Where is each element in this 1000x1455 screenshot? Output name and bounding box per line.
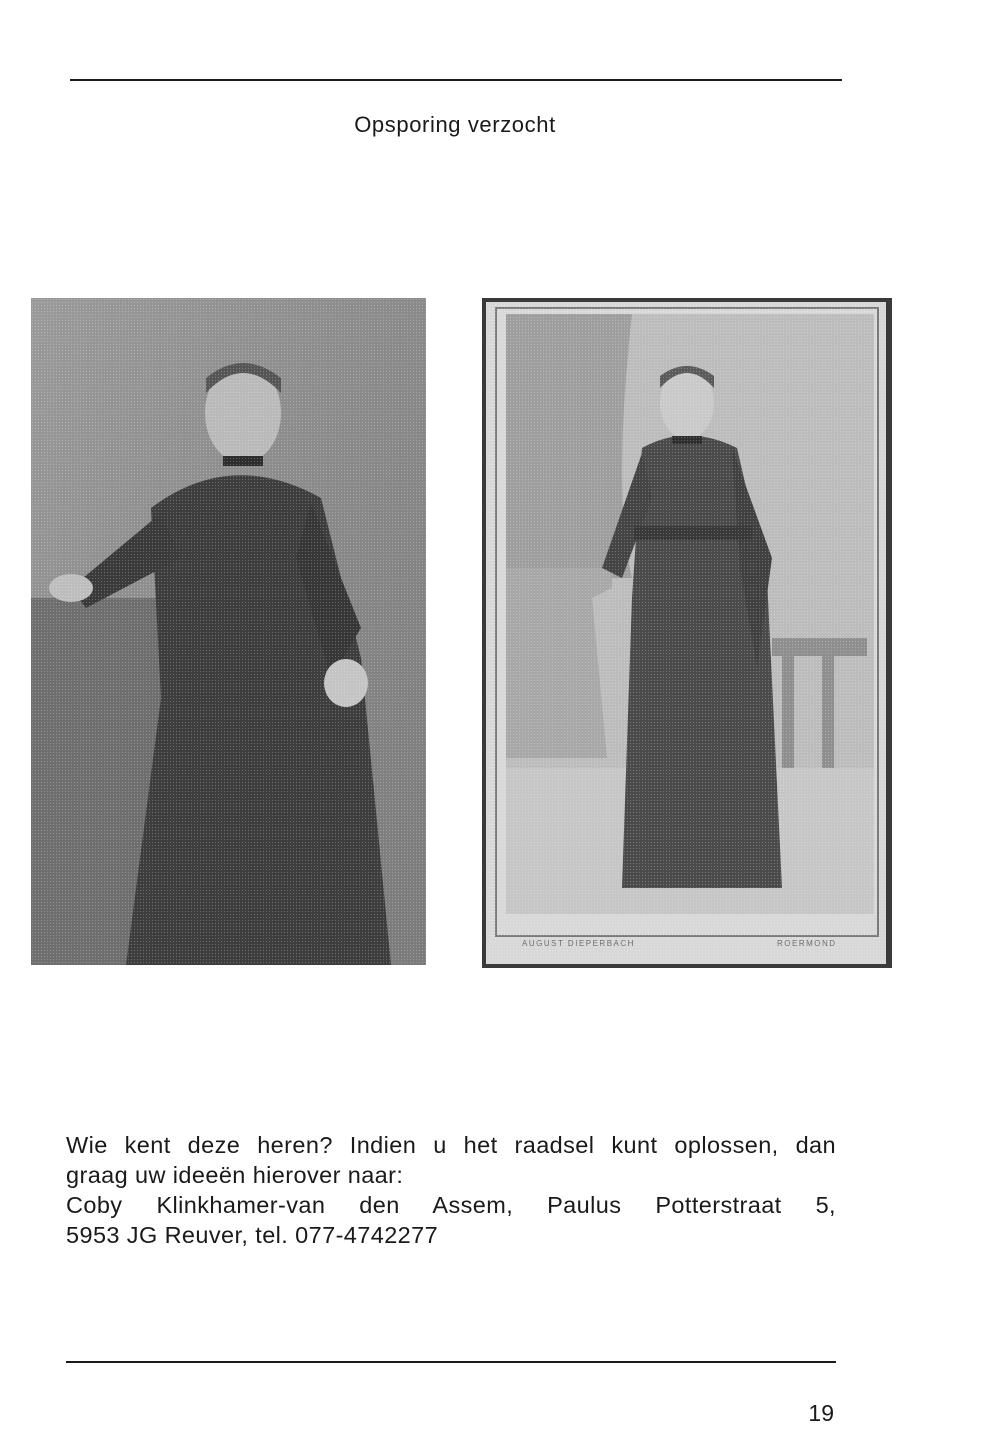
photo-seated-priest: [31, 298, 426, 965]
photo-standing-priest: [482, 298, 892, 968]
seated-priest-image: [31, 298, 426, 965]
page-number: 19: [808, 1400, 834, 1426]
body-line: 5953 JG Reuver, tel. 077-4742277: [66, 1222, 439, 1248]
body-line: graag uw ideeën hierover naar:: [66, 1162, 404, 1188]
body-line: Wie kent deze heren? Indien u het raadsel kunt oplossen, dan: [66, 1132, 836, 1158]
inquiry-text: [66, 1130, 836, 1250]
top-rule: [70, 79, 842, 81]
page-title: Opsporing verzocht: [354, 112, 556, 137]
body-line: Coby Klinkhamer-van den Assem, Paulus Potterstraat 5,: [66, 1192, 836, 1218]
standing-priest-image: [482, 298, 892, 968]
bottom-rule: [66, 1361, 836, 1363]
